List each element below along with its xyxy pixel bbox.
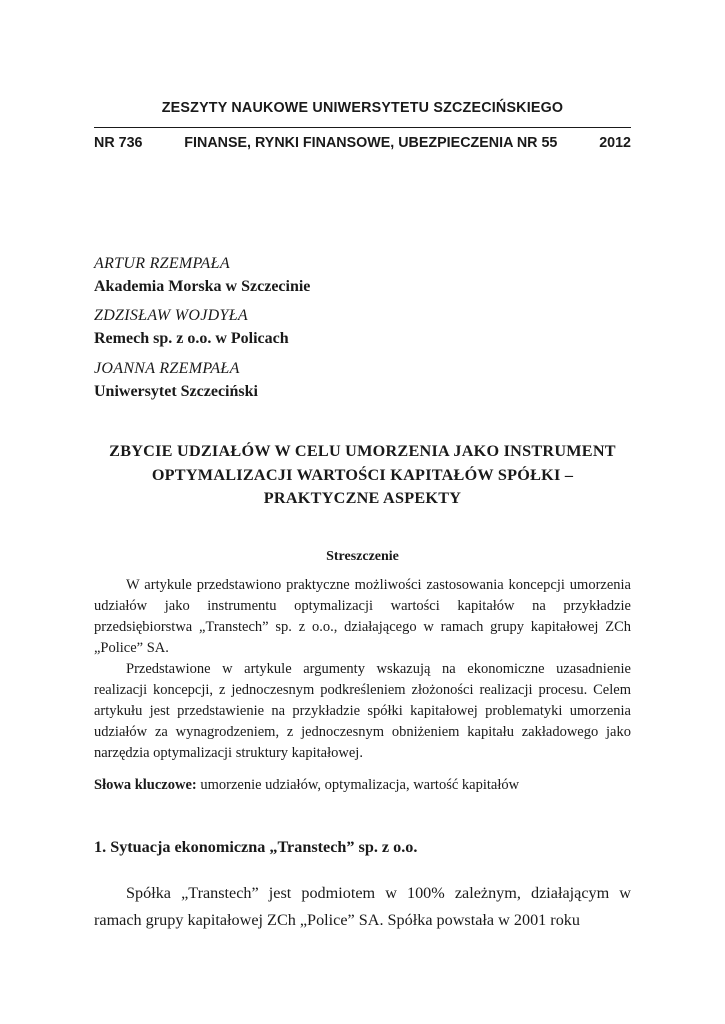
title-line: OPTYMALIZACJI WARTOŚCI KAPITAŁÓW SPÓŁKI – (151, 465, 574, 484)
author-name: JOANNA RZEMPAŁA (94, 360, 240, 377)
article-page (94, 0, 631, 1024)
abstract-paragraph: Przedstawione w artykule argumenty wskazują na ekonomiczne uzasadnienie realizacji koncepcji, z jednoczesnym podkreśleniem złożoności realizacji procesu. Celem artykułu jest przedstawienie na przykładzie spółki kapitałowej problematyki umorzenia udziałów za wynagrodzeniem, z jednoczesnym obniżeniem kapitału zakładowego jako narzędzia optymalizacji struktury kapitałowej. (94, 661, 631, 761)
author-2 (94, 304, 631, 350)
author-affiliation: Akademia Morska w Szczecinie (94, 278, 311, 295)
title-line: PRAKTYCZNE ASPEKTY (263, 489, 462, 507)
author-affiliation: Remech sp. z o.o. w Policach (94, 330, 289, 347)
body-paragraph: Spółka „Transtech” jest podmiotem w 100% zależnym, działającym w ramach grupy kapitałowej ZCh „Police” SA. Spółka powstała w 2001 roku (94, 884, 631, 929)
title-line: ZBYCIE UDZIAŁÓW W CELU UMORZENIA JAKO INSTRUMENT (109, 442, 616, 460)
abstract-heading: Streszczenie (326, 549, 399, 564)
series-name: FINANSE, RYNKI FINANSOWE, UBEZPIECZENIA NR 55 (184, 135, 558, 151)
header-rule (94, 127, 631, 128)
series-line (94, 135, 631, 151)
section-heading: 1. Sytuacja ekonomiczna „Transtech” sp. z o.o. (94, 838, 418, 856)
article-title (94, 440, 631, 511)
author-1 (94, 252, 631, 298)
author-3 (94, 357, 631, 403)
author-affiliation: Uniwersytet Szczeciński (94, 383, 258, 400)
abstract-paragraph: W artykule przedstawiono praktyczne możliwości zastosowania koncepcji umorzenia udziałów jako instrumentu optymalizacji wartości kapitałów na przykładzie przedsiębiorstwa „Transtech” sp. z o.o., działającego w ramach grupy kapitałowej ZCh „Police” SA. (94, 577, 631, 656)
issue-number: NR 736 (94, 135, 143, 151)
author-name: ZDZISŁAW WOJDYŁA (94, 307, 248, 324)
author-name: ARTUR RZEMPAŁA (94, 255, 230, 272)
keywords-text: umorzenie udziałów, optymalizacja, wartość kapitałów (196, 777, 520, 793)
publication-year: 2012 (599, 135, 631, 151)
journal-title: ZESZYTY NAUKOWE UNIWERSYTETU SZCZECIŃSKIEGO (161, 100, 564, 116)
keywords (94, 775, 631, 796)
keywords-label: Słowa kluczowe: (94, 777, 197, 793)
